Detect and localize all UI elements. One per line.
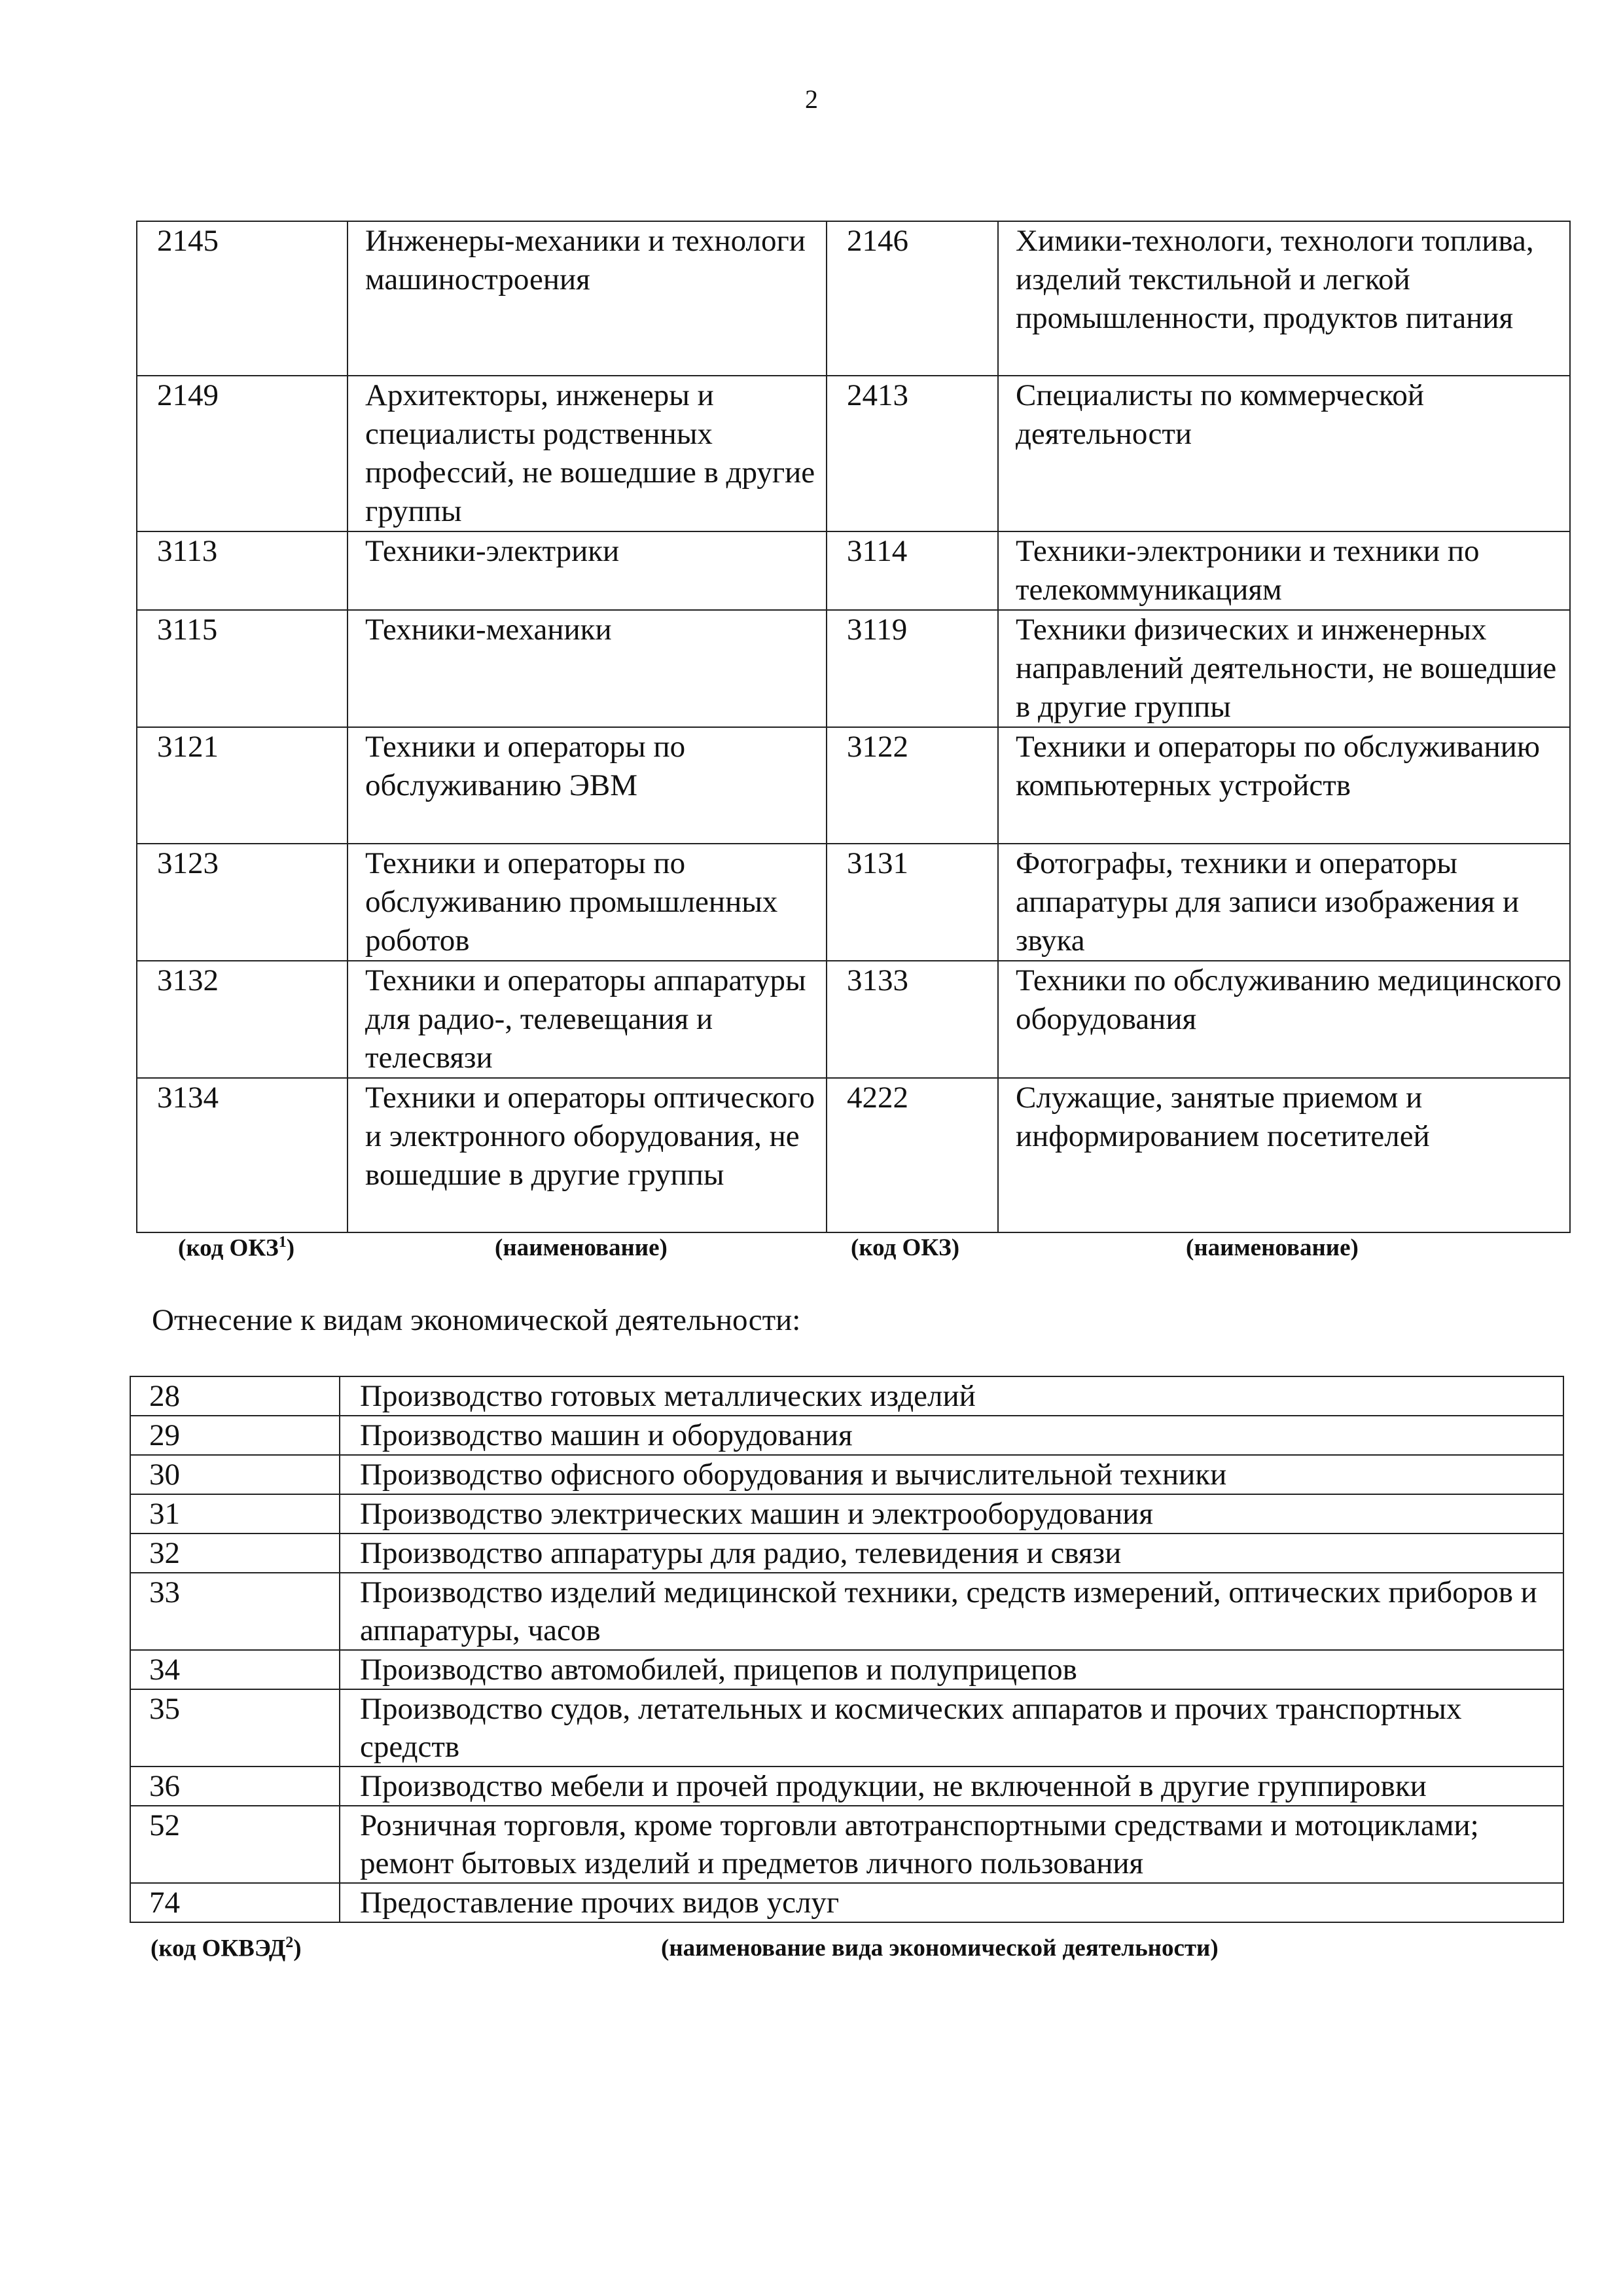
okved-table-caption — [130, 1934, 1563, 1967]
table-row — [137, 961, 1570, 1078]
okz-code-cell: 4222 — [827, 1078, 998, 1232]
table-row — [137, 610, 1570, 727]
okved-code-cell: 29 — [130, 1416, 340, 1455]
table-row — [130, 1767, 1563, 1806]
table-row — [130, 1883, 1563, 1922]
table-row — [137, 376, 1570, 531]
table-row — [137, 1078, 1570, 1232]
okz-name-cell: Техники-электроники и техники по телекоммуникациям — [998, 531, 1570, 610]
okz-name-cell: Техники и операторы по обслуживанию ЭВМ — [348, 727, 827, 844]
okved-code-cell: 32 — [130, 1534, 340, 1573]
footnote-marker: 2 — [285, 1934, 294, 1951]
okved-code-cell: 36 — [130, 1767, 340, 1806]
okved-name-cell: Производство автомобилей, прицепов и полуприцепов — [340, 1650, 1563, 1689]
table-row — [130, 1534, 1563, 1573]
okz-code-cell: 3123 — [137, 844, 348, 961]
okz-name-cell: Техники-механики — [348, 610, 827, 727]
table-row — [130, 1806, 1563, 1883]
okved-name-cell: Производство изделий медицинской техники, средств измерений, оптических приборов и аппаратуры, часов — [340, 1573, 1563, 1650]
okved-name-cell: Производство электрических машин и электрооборудования — [340, 1494, 1563, 1534]
okved-code-cell: 31 — [130, 1494, 340, 1534]
okved-name-cell: Производство офисного оборудования и вычислительной техники — [340, 1455, 1563, 1494]
okz-code-cell: 3115 — [137, 610, 348, 727]
okz-code-caption-2: (код ОКЗ) — [851, 1234, 960, 1261]
table-row — [130, 1494, 1563, 1534]
okz-code-cell: 3131 — [827, 844, 998, 961]
okved-code-cell: 33 — [130, 1573, 340, 1650]
okz-name-cell: Архитекторы, инженеры и специалисты родственных профессий, не вошедшие в другие группы — [348, 376, 827, 531]
okz-code-cell: 3119 — [827, 610, 998, 727]
okz-name-cell: Служащие, занятые приемом и информированием посетителей — [998, 1078, 1570, 1232]
okz-name-cell: Техники и операторы по обслуживанию промышленных роботов — [348, 844, 827, 961]
okz-code-cell: 3122 — [827, 727, 998, 844]
footnote-marker: 1 — [278, 1234, 287, 1251]
table-row — [130, 1455, 1563, 1494]
okz-code-cell: 2145 — [137, 221, 348, 376]
okz-code-cell: 2413 — [827, 376, 998, 531]
okved-name-cell: Производство мебели и прочей продукции, не включенной в другие группировки — [340, 1767, 1563, 1806]
okz-code-cell: 3113 — [137, 531, 348, 610]
okved-name-cell: Предоставление прочих видов услуг — [340, 1883, 1563, 1922]
table-row — [137, 221, 1570, 376]
okz-code-cell: 3133 — [827, 961, 998, 1078]
table-row — [130, 1689, 1563, 1767]
okz-name-cell: Специалисты по коммерческой деятельности — [998, 376, 1570, 531]
okved-code-cell: 34 — [130, 1650, 340, 1689]
okz-name-cell: Техники и операторы аппаратуры для радио-, телевещания и телесвязи — [348, 961, 827, 1078]
okz-name-cell: Техники по обслуживанию медицинского оборудования — [998, 961, 1570, 1078]
okz-code-cell: 3132 — [137, 961, 348, 1078]
okved-name-cell: Производство аппаратуры для радио, телевидения и связи — [340, 1534, 1563, 1573]
table-row — [130, 1650, 1563, 1689]
okz-name-cell: Инженеры-механики и технологи машиностроения — [348, 221, 827, 376]
okved-code-cell: 52 — [130, 1806, 340, 1883]
okz-name-cell: Техники физических и инженерных направлений деятельности, не вошедшие в другие группы — [998, 610, 1570, 727]
okz-code-cell: 3134 — [137, 1078, 348, 1232]
okz-code-cell: 2149 — [137, 376, 348, 531]
okz-name-cell: Техники и операторы оптического и электронного оборудования, не вошедшие в другие группы — [348, 1078, 827, 1232]
table-row — [130, 1376, 1563, 1416]
okved-name-cell: Производство готовых металлических изделий — [340, 1376, 1563, 1416]
okved-code-caption: (код ОКВЭД$^2$) — [151, 1934, 302, 1962]
okved-name-caption: (наименование вида экономической деятельности) — [661, 1935, 1219, 1962]
okved-activity-table — [130, 1376, 1564, 1923]
table-row — [130, 1573, 1563, 1650]
page-number: 2 — [805, 84, 818, 114]
okz-name-cell: Техники и операторы по обслуживанию компьютерных устройств — [998, 727, 1570, 844]
okz-name-cell: Техники-электрики — [348, 531, 827, 610]
okz-name-caption-2: (наименование) — [1186, 1234, 1359, 1261]
table-row — [137, 844, 1570, 961]
okz-table-caption — [136, 1234, 1569, 1266]
table-row — [137, 531, 1570, 610]
table-row — [130, 1416, 1563, 1455]
okved-code-cell: 35 — [130, 1689, 340, 1767]
section-heading: Отнесение к видам экономической деятельности: — [152, 1303, 801, 1337]
okved-name-cell: Розничная торговля, кроме торговли автотранспортными средствами и мотоциклами; ремонт бытовых изделий и предметов личного пользования — [340, 1806, 1563, 1883]
okz-code-cell: 3114 — [827, 531, 998, 610]
okz-name-caption: (наименование) — [495, 1234, 668, 1261]
okved-name-cell: Производство судов, летательных и космических аппаратов и прочих транспортных средств — [340, 1689, 1563, 1767]
okz-name-cell: Химики-технологи, технологи топлива, изделий текстильной и легкой промышленности, продуктов питания — [998, 221, 1570, 376]
table-row — [137, 727, 1570, 844]
okz-occupation-table — [136, 221, 1571, 1233]
okved-code-cell: 74 — [130, 1883, 340, 1922]
okz-code-cell: 3121 — [137, 727, 348, 844]
okz-code-caption: (код ОКЗ$^1$) — [178, 1234, 295, 1262]
okved-code-cell: 28 — [130, 1376, 340, 1416]
okved-code-cell: 30 — [130, 1455, 340, 1494]
okz-code-cell: 2146 — [827, 221, 998, 376]
okved-name-cell: Производство машин и оборудования — [340, 1416, 1563, 1455]
okz-name-cell: Фотографы, техники и операторы аппаратуры для записи изображения и звука — [998, 844, 1570, 961]
